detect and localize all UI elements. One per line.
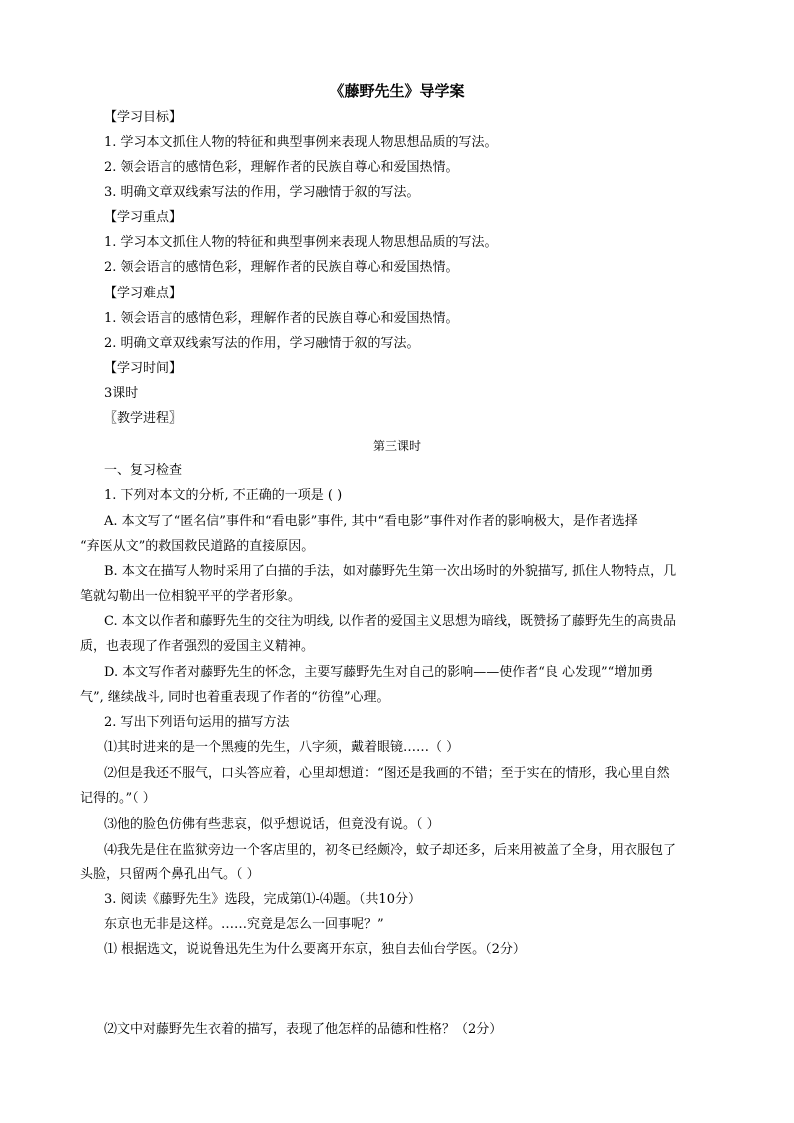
key-point-item: 1. 学习本文抓住人物的特征和典型事例来表现人物思想品质的写法。 [104,235,498,250]
option-d: D. 本文写作者对藤野先生的怀念，主要写藤野先生对自己的影响——使作者“良 心发现”“增加勇 [104,665,654,680]
time-heading: 【学习时间】 [104,361,183,376]
document-title: 《藤野先生》导学案 [329,82,465,100]
question-2-stem: 2. 写出下列语句运用的描写方法 [104,715,290,730]
option-a: A. 本文写了“匿名信”事件和“看电影”事件, 其中“看电影”事件对作者的影响极大，是作者选择 [104,514,638,529]
option-b-cont: 笔就勾勒出一位相貌平平的学者形象。 [80,589,302,604]
option-c: C. 本文以作者和藤野先生的交往为明线, 以作者的爱国主义思想为暗线，既赞扬了藤野先生的高贵品 [104,614,677,629]
goal-item: 2. 领会语言的感情色彩，理解作者的民族自尊心和爱国热情。 [104,160,459,175]
option-a-cont: “弃医从文”的救国救民道路的直接原因。 [80,539,315,554]
sub-question-2: ⑵文中对藤野先生衣着的描写，表现了他怎样的品德和性格？（2分） [104,1022,503,1037]
option-c-cont: 质，也表现了作者强烈的爱国主义精神。 [80,639,315,654]
sentence-3: ⑶他的脸色仿佛有些悲哀，似乎想说话，但竟没有说。（ ） [104,817,440,832]
key-point-item: 2. 领会语言的感情色彩，理解作者的民族自尊心和爱国热情。 [104,260,459,275]
sentence-1: ⑴其时进来的是一个黑瘦的先生，八字须，戴着眼镜……（ ） [104,740,460,755]
review-heading: 一、复习检查 [104,463,183,478]
sentence-4: ⑷我先是住在监狱旁边一个客店里的，初冬已经颇冷，蚊子却还多，后来用被盖了全身，用衣服包了 [104,843,677,858]
goal-item: 1. 学习本文抓住人物的特征和典型事例来表现人物思想品质的写法。 [104,135,498,150]
lesson-label: 第三课时 [372,439,421,453]
option-d-cont: 气”, 继续战斗, 同时也着重表现了作者的“彷徨”心理。 [80,690,390,705]
sentence-2: ⑵但是我还不服气，口头答应着，心里却想道：“图还是我画的不错；至于实在的情形，我心里自然 [104,766,670,781]
goal-item: 3. 明确文章双线索写法的作用，学习融情于叙的写法。 [104,185,420,200]
option-b: B. 本文在描写人物时采用了白描的手法，如对藤野先生第一次出场时的外貌描写, 抓住人物特点，几 [104,564,677,579]
key-points-heading: 【学习重点】 [104,210,183,225]
difficulty-item: 1. 领会语言的感情色彩，理解作者的民族自尊心和爱国热情。 [104,311,459,326]
difficulties-heading: 【学习难点】 [104,286,183,301]
sentence-2-cont: 记得的。”（ ） [80,791,156,806]
time-value: 3课时 [104,386,139,401]
difficulty-item: 2. 明确文章双线索写法的作用，学习融情于叙的写法。 [104,336,420,351]
sentence-4-cont: 头脸，只留两个鼻孔出气。（ ） [80,867,260,882]
question-1-stem: 1. 下列对本文的分析, 不正确的一项是 ( ) [104,488,343,503]
question-3-stem: 3. 阅读《藤野先生》选段，完成第⑴-⑷题。（共10分） [104,892,421,907]
goals-heading: 【学习目标】 [104,110,183,125]
process-heading: 〖教学进程〗 [104,411,183,426]
excerpt-text: 东京也无非是这样。……究竟是怎么一回事呢？” [104,917,384,932]
sub-question-1: ⑴ 根据选文，说说鲁迅先生为什么要离开东京，独自去仙台学医。（2分） [104,942,526,957]
